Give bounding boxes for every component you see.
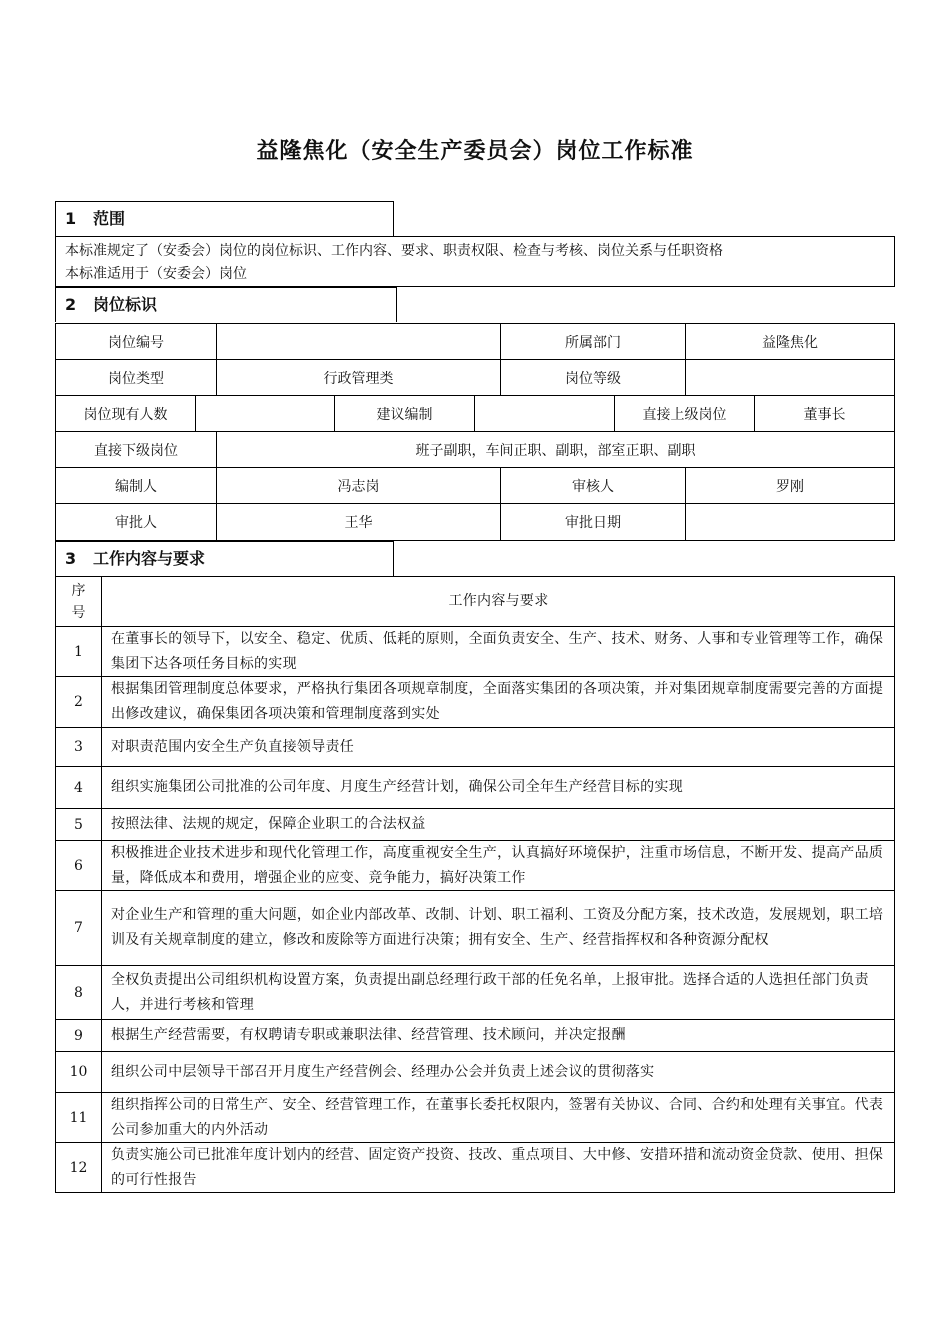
row-text: 负责实施公司已批准年度计划内的经营、固定资产投资、技改、重点项目、大中修、安措环措和流动资金贷款、使用、担保的可行性报告 — [101, 1142, 895, 1193]
post-no-label: 岗位编号 — [55, 323, 217, 360]
scope-line-2: 本标准适用于（安委会）岗位 — [65, 266, 247, 282]
author-label: 编制人 — [55, 467, 217, 504]
row-no: 2 — [55, 676, 102, 728]
reviewer-value: 罗刚 — [685, 467, 895, 504]
table-row — [55, 1019, 895, 1052]
row-text: 根据集团管理制度总体要求，严格执行集团各项规章制度，全面落实集团的各项决策，并对集团规章制度需要完善的方面提出修改建议，确保集团各项决策和管理制度落到实处 — [101, 676, 895, 728]
suggest-label: 建议编制 — [334, 395, 475, 432]
col-header-no — [55, 576, 102, 627]
row-no: 11 — [55, 1092, 102, 1143]
table-row — [55, 1092, 895, 1143]
subordinate-label: 直接下级岗位 — [55, 431, 217, 468]
row-no: 5 — [55, 808, 102, 841]
row-text: 根据生产经营需要，有权聘请专职或兼职法律、经营管理、技术顾问，并决定报酬 — [101, 1019, 895, 1052]
subordinate-value: 班子副职，车间正职、副职，部室正职、副职 — [216, 431, 895, 468]
row-text: 在董事长的领导下，以安全、稳定、优质、低耗的原则，全面负责安全、生产、技术、财务、人事和专业管理等工作，确保集团下达各项任务目标的实现 — [101, 626, 895, 677]
scope-line-1: 本标准规定了（安委会）岗位的岗位标识、工作内容、要求、职责权限、检查与考核、岗位关系与任职资格 — [65, 243, 723, 259]
row-text: 全权负责提出公司组织机构设置方案，负责提出副总经理行政干部的任免名单，上报审批。选择合适的人选担任部门负责人，并进行考核和管理 — [101, 965, 895, 1020]
table-row — [55, 1051, 895, 1093]
table-row — [55, 965, 895, 1020]
section-3-header — [55, 541, 394, 576]
row-no: 9 — [55, 1019, 102, 1052]
reviewer-label: 审核人 — [500, 467, 686, 504]
row-text: 组织公司中层领导干部召开月度生产经营例会、经理办公会并负责上述会议的贯彻落实 — [101, 1051, 895, 1093]
section-2-header — [55, 287, 397, 322]
row-no: 12 — [55, 1142, 102, 1193]
dept-label: 所属部门 — [500, 323, 686, 360]
section-1-number: 1 — [65, 209, 77, 228]
table-row — [55, 727, 895, 767]
post-type-value: 行政管理类 — [216, 359, 501, 396]
row-text: 按照法律、法规的规定，保障企业职工的合法权益 — [101, 808, 895, 841]
post-no-value — [216, 323, 501, 360]
row-text: 对企业生产和管理的重大问题，如企业内部改革、改制、计划、职工福利、工资及分配方案，技术改造，发展规划，职工培训及有关规章制度的建立，修改和废除等方面进行决策；拥有安全、生产、经营指挥权和各种资源分配权 — [101, 890, 895, 966]
author-value: 冯志岗 — [216, 467, 501, 504]
headcount-value — [195, 395, 335, 432]
approver-value: 王华 — [216, 503, 501, 541]
table-row — [55, 1142, 895, 1193]
table-row — [55, 840, 895, 891]
row-no: 10 — [55, 1051, 102, 1093]
row-no: 1 — [55, 626, 102, 677]
section-3-number: 3 — [65, 549, 77, 568]
headcount-label: 岗位现有人数 — [55, 395, 196, 432]
col-header-no-1: 序 — [71, 582, 86, 599]
table-row — [55, 626, 895, 677]
superior-label: 直接上级岗位 — [614, 395, 755, 432]
row-text: 组织指挥公司的日常生产、安全、经营管理工作，在董事长委托权限内，签署有关协议、合同、合约和处理有关事宜。代表公司参加重大的内外活动 — [101, 1092, 895, 1143]
table-row — [55, 808, 895, 841]
row-text: 积极推进企业技术进步和现代化管理工作，高度重视安全生产，认真搞好环境保护，注重市场信息，不断开发、提高产品质量，降低成本和费用，增强企业的应变、竞争能力，搞好决策工作 — [101, 840, 895, 891]
post-type-label: 岗位类型 — [55, 359, 217, 396]
row-text: 对职责范围内安全生产负直接领导责任 — [101, 727, 895, 767]
suggest-value — [474, 395, 615, 432]
approver-label: 审批人 — [55, 503, 217, 541]
section-1-title: 范围 — [93, 209, 126, 228]
row-no: 4 — [55, 766, 102, 809]
section-2-title: 岗位标识 — [93, 295, 158, 314]
dept-value: 益隆焦化 — [685, 323, 895, 360]
scope-box — [55, 236, 895, 287]
row-no: 3 — [55, 727, 102, 767]
row-no: 6 — [55, 840, 102, 891]
section-1-header — [55, 201, 394, 236]
row-no: 8 — [55, 965, 102, 1020]
page-title: 益隆焦化（安全生产委员会）岗位工作标准 — [256, 139, 694, 164]
col-header-content: 工作内容与要求 — [101, 576, 895, 627]
col-header-no-2: 号 — [71, 604, 86, 621]
table-row — [55, 890, 895, 966]
section-3-title: 工作内容与要求 — [93, 549, 206, 568]
post-grade-label: 岗位等级 — [500, 359, 686, 396]
superior-value: 董事长 — [754, 395, 895, 432]
approve-date-label: 审批日期 — [500, 503, 686, 541]
row-no: 7 — [55, 890, 102, 966]
table-row — [55, 676, 895, 728]
row-text: 组织实施集团公司批准的公司年度、月度生产经营计划，确保公司全年生产经营目标的实现 — [101, 766, 895, 809]
section-2-number: 2 — [65, 295, 77, 314]
table-row — [55, 766, 895, 809]
work-table-header — [55, 576, 895, 627]
approve-date-value — [685, 503, 895, 541]
post-grade-value — [685, 359, 895, 396]
